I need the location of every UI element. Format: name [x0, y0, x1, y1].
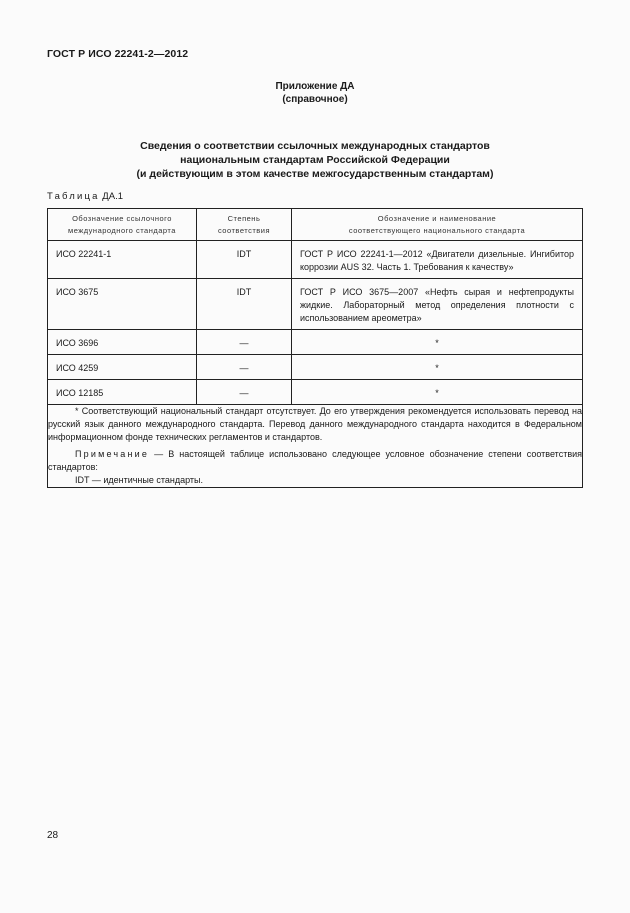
appendix-subtitle: (справочное) — [282, 94, 348, 105]
table-caption — [47, 191, 123, 202]
column-header-line: соответствия — [217, 226, 271, 235]
degree-cell: IDT — [197, 241, 292, 279]
ref-standard-cell: ИСО 3696 — [48, 330, 197, 355]
correspondence-table — [47, 208, 583, 488]
column-header — [48, 209, 197, 241]
table-row — [48, 241, 583, 279]
column-header-line: Обозначение и наименование — [377, 214, 497, 223]
national-standard-cell: * — [292, 355, 583, 380]
national-standard-cell: ГОСТ Р ИСО 3675—2007 «Нефть сырая и нефтепродукты жидкие. Лабораторный метод определения плотности с использованием ареометра» — [292, 279, 583, 330]
table-caption-prefix: Таблица — [47, 191, 100, 202]
degree-cell: — — [197, 330, 292, 355]
degree-cell: — — [197, 380, 292, 405]
table-notes-row — [48, 405, 583, 488]
degree-cell: — — [197, 355, 292, 380]
ref-standard-cell: ИСО 22241-1 — [48, 241, 197, 279]
document-code: ГОСТ Р ИСО 22241-2—2012 — [47, 48, 189, 60]
page-number: 28 — [47, 830, 59, 841]
national-standard-cell: ГОСТ Р ИСО 22241-1—2012 «Двигатели дизельные. Ингибитор коррозии AUS 32. Часть 1. Требования к качеству» — [292, 241, 583, 279]
ref-standard-cell: ИСО 12185 — [48, 380, 197, 405]
heading-line: (и действующим в этом качестве межгосударственным стандартам) — [136, 168, 494, 180]
table-row — [48, 330, 583, 355]
note-item: IDT — идентичные стандарты. — [75, 475, 204, 485]
note-text: — В настоящей таблице использовано следующее условное обозначение степени соответствия стандартов: — [48, 449, 582, 472]
column-header-line: Степень — [227, 214, 261, 223]
section-heading — [0, 139, 630, 181]
table-row — [48, 279, 583, 330]
appendix-title: Приложение ДА — [275, 81, 355, 92]
column-header — [292, 209, 583, 241]
heading-line: Сведения о соответствии ссылочных международных стандартов — [140, 140, 490, 152]
table-header-row — [48, 209, 583, 241]
ref-standard-cell: ИСО 4259 — [48, 355, 197, 380]
table-footnote: * Соответствующий национальный стандарт отсутствует. До его утверждения рекомендуется использовать перевод на русский язык данного международного стандарта. Перевод данного международного стандарта находится в Федеральном информационном фонде технических регламентов и стандартов. — [48, 406, 582, 442]
ref-standard-cell: ИСО 3675 — [48, 279, 197, 330]
national-standard-cell: * — [292, 380, 583, 405]
table-notes-cell — [48, 405, 583, 488]
heading-line: национальным стандартам Российской Федерации — [180, 154, 450, 166]
table-caption-number: ДА.1 — [102, 191, 123, 202]
table-row — [48, 380, 583, 405]
table-note — [48, 448, 582, 474]
column-header-line: соответствующего национального стандарта — [348, 226, 526, 235]
column-header-line: Обозначение ссылочного — [72, 214, 172, 223]
note-label: Примечание — [75, 449, 150, 459]
column-header-line: международного стандарта — [68, 226, 176, 235]
column-header — [197, 209, 292, 241]
degree-cell: IDT — [197, 279, 292, 330]
table-row — [48, 355, 583, 380]
appendix-heading — [0, 80, 630, 106]
national-standard-cell: * — [292, 330, 583, 355]
